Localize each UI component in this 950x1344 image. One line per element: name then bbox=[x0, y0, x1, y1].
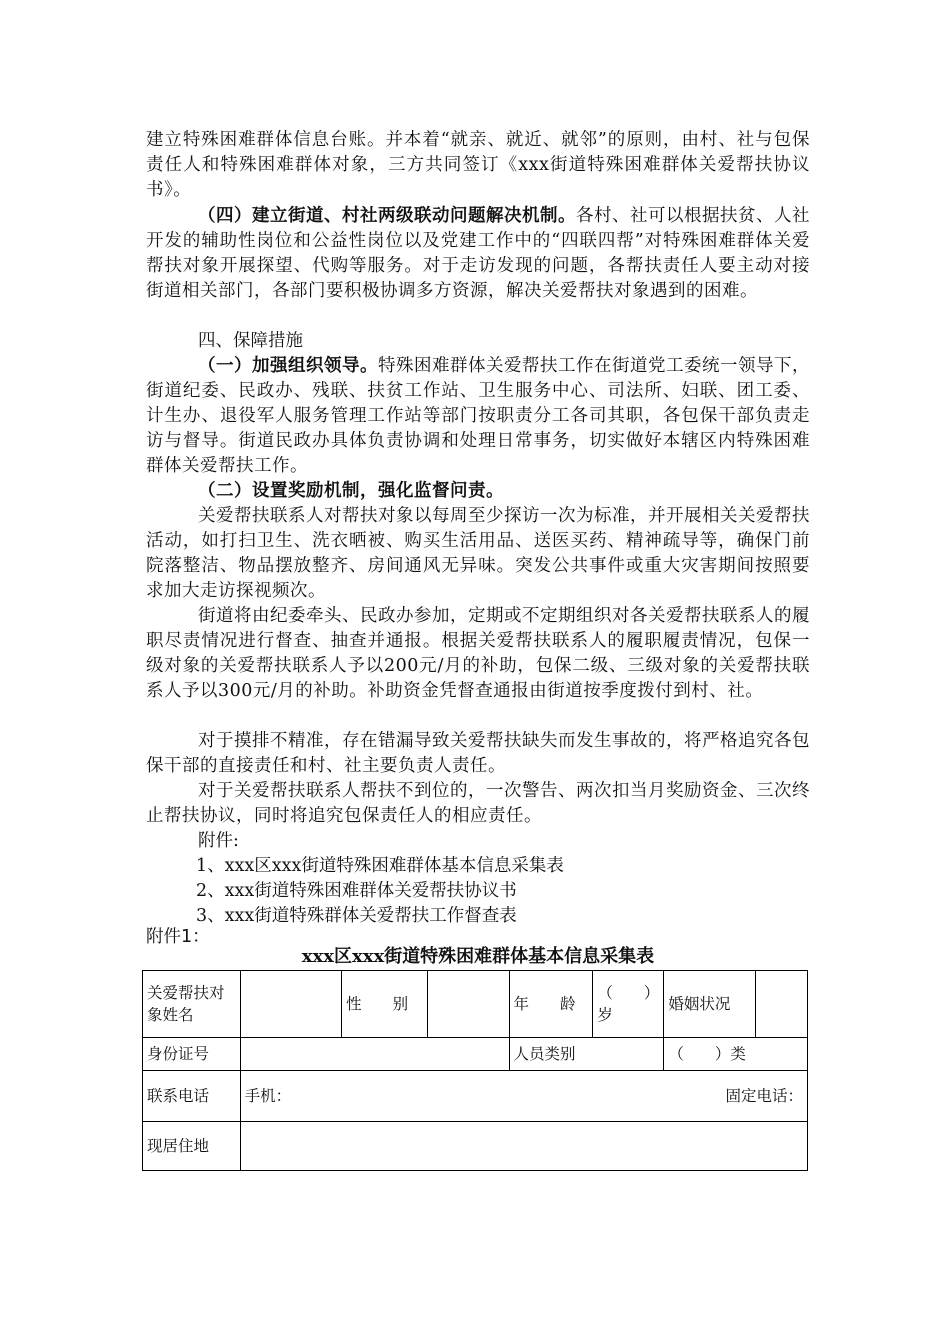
address-value[interactable] bbox=[240, 1122, 807, 1171]
paragraph-visit-standard: 关爱帮扶联系人对帮扶对象以每周至少探访一次为标准，并开展相关关爱帮扶活动，如打扫卫生、洗衣晒被、购买生活用品、送医买药、精神疏导等，确保门前院落整洁、物品摆放整齐、房间通风无异味。突发公共事件或重大灾害期间按照要求加大走访探视频次。 bbox=[146, 506, 810, 601]
gender-value[interactable] bbox=[427, 971, 509, 1038]
subheading-reward: （二）设置奖励机制，强化监督问责。 bbox=[198, 481, 504, 501]
attachment-item: 1、xxx区xxx街道特殊困难群体基本信息采集表 bbox=[196, 856, 564, 876]
paragraph-leadership: （一）加强组织领导。特殊困难群体关爱帮扶工作在街道党工委统一领导下，街道纪委、民政办、残联、扶贫工作站、卫生服务中心、司法所、妇联、团工委、计生办、退役军人服务管理工作站等部门按职责分工各司其职，各包保干部负责走访与督导。街道民政办具体负责协调和处理日常事务，切实做好本辖区内特殊困难群体关爱帮扶工作。 bbox=[146, 356, 810, 476]
age-label: 年 龄 bbox=[509, 971, 593, 1038]
attachment-item: 2、xxx街道特殊困难群体关爱帮扶协议书 bbox=[196, 881, 517, 901]
category-value[interactable]: （ ）类 bbox=[664, 1038, 808, 1071]
name-value[interactable] bbox=[240, 971, 341, 1038]
paragraph-accountability: 对于摸排不精准，存在错漏导致关爱帮扶缺失而发生事故的，将严格追究各包保干部的直接责任和村、社主要负责人责任。 bbox=[146, 731, 810, 776]
marital-value[interactable] bbox=[756, 971, 808, 1038]
subheading-leadership: （一）加强组织领导。 bbox=[198, 356, 378, 376]
paragraph-linkage: （四）建立街道、村社两级联动问题解决机制。各村、社可以根据扶贫、人社开发的辅助性岗位和公益性岗位以及党建工作中的“四联四帮”对特殊困难群体关爱帮扶对象开展探望、代购等服务。对于走访发现的问题，各帮扶责任人要主动对接街道相关部门，各部门要积极协调多方资源，解决关爱帮扶对象遇到的困难。 bbox=[146, 206, 810, 301]
paragraph-ledger: 建立特殊困难群体信息台账。并本着“就亲、就近、就邻”的原则，由村、社与包保责任人和特殊困难群体对象，三方共同签订《xxx街道特殊困难群体关爱帮扶协议书》。 bbox=[146, 130, 810, 200]
mobile-label: 手机： bbox=[244, 1087, 292, 1105]
attachment-1-label: 附件1： bbox=[146, 927, 210, 947]
address-label: 现居住地 bbox=[143, 1122, 241, 1171]
marital-label: 婚姻状况 bbox=[664, 971, 756, 1038]
phone-label: 联系电话 bbox=[143, 1071, 241, 1122]
category-label: 人员类别 bbox=[509, 1038, 664, 1071]
form-title: xxx区xxx街道特殊困难群体基本信息采集表 bbox=[301, 946, 655, 967]
paragraph-penalty: 对于关爱帮扶联系人帮扶不到位的，一次警告、两次扣当月奖励资金、三次终止帮扶协议，同时将追究包保责任人的相应责任。 bbox=[146, 781, 810, 826]
subheading-linkage: （四）建立街道、村社两级联动问题解决机制。 bbox=[198, 206, 576, 226]
id-value[interactable] bbox=[240, 1038, 509, 1071]
attachment-item: 3、xxx街道特殊群体关爱帮扶工作督查表 bbox=[196, 906, 517, 926]
age-value[interactable]: （ ）岁 bbox=[593, 971, 664, 1038]
info-collection-form bbox=[142, 970, 808, 1171]
attachments-label: 附件: bbox=[198, 831, 239, 851]
paragraph-supervision: 街道将由纪委牵头、民政办参加，定期或不定期组织对各关爱帮扶联系人的履职尽责情况进行督查、抽查并通报。根据关爱帮扶联系人的履职履责情况，包保一级对象的关爱帮扶联系人予以200元/月的补助，包保二级、三级对象的关爱帮扶联系人予以300元/月的补助。补助资金凭督查通报由街道按季度拨付到村、社。 bbox=[146, 606, 810, 701]
name-label: 关爱帮扶对象姓名 bbox=[143, 971, 241, 1038]
gender-label: 性 别 bbox=[342, 971, 428, 1038]
fixed-phone-label: 固定电话： bbox=[725, 1087, 803, 1105]
section-heading-guarantee: 四、保障措施 bbox=[198, 331, 303, 351]
id-label: 身份证号 bbox=[143, 1038, 241, 1071]
phone-value[interactable] bbox=[240, 1071, 807, 1122]
